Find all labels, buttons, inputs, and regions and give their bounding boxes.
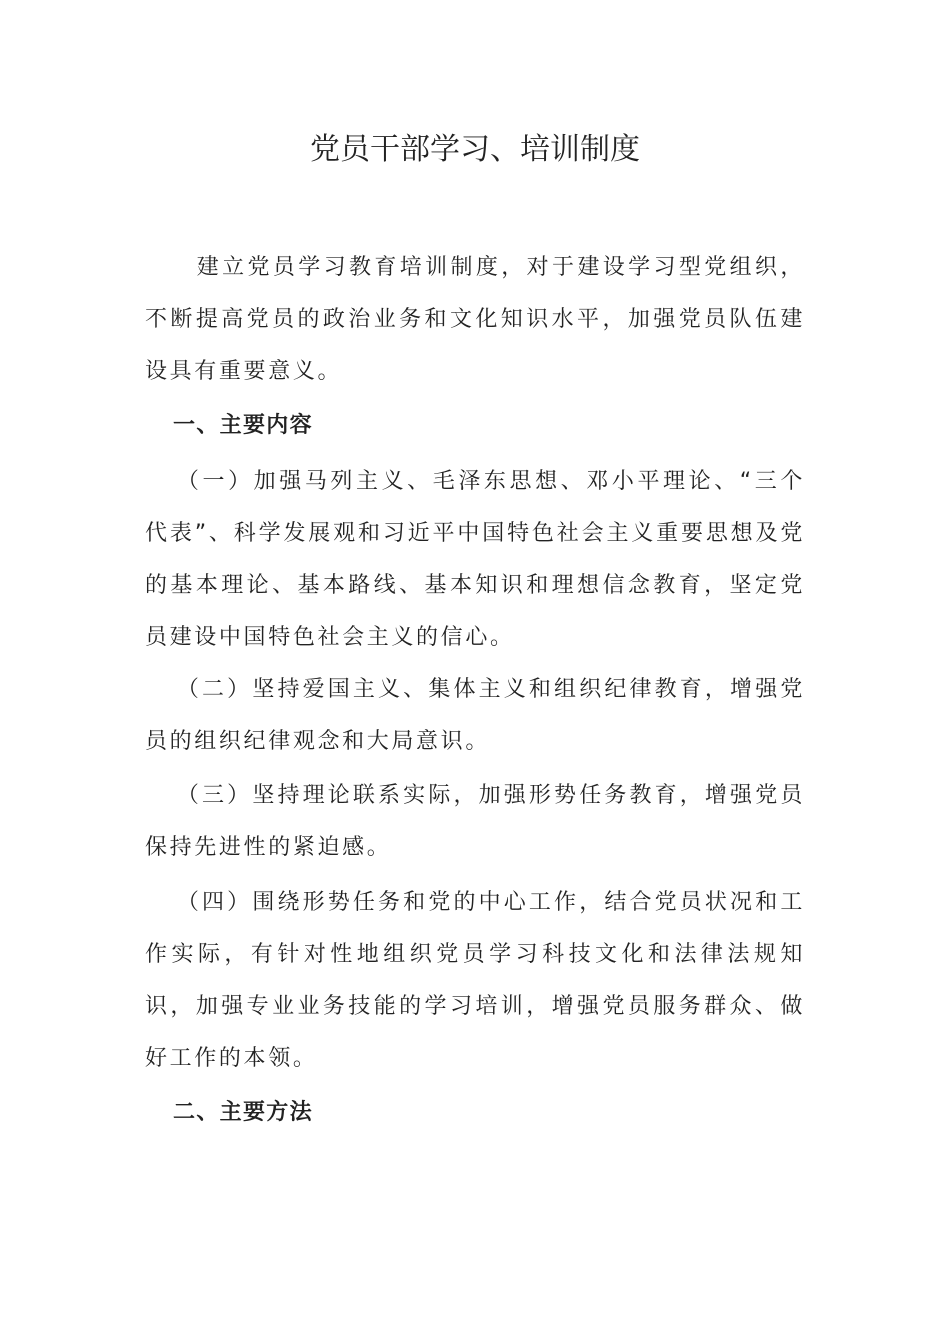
- content-item-3: （三）坚持理论联系实际，加强形势任务教育，增强党员保持先进性的紧迫感。: [145, 783, 805, 860]
- section-heading-main-content: 一、主要内容: [173, 413, 313, 438]
- section-heading-main-methods: 二、主要方法: [173, 1100, 313, 1125]
- intro-paragraph: 建立党员学习教育培训制度，对于建设学习型党组织，不断提高党员的政治业务和文化知识水平，加强党员队伍建设具有重要意义。: [145, 255, 805, 384]
- content-item-2: （二）坚持爱国主义、集体主义和组织纪律教育，增强党员的组织纪律观念和大局意识。: [145, 677, 805, 754]
- content-item-4: （四）围绕形势任务和党的中心工作，结合党员状况和工作实际，有针对性地组织党员学习科技文化和法律法规知识，加强专业业务技能的学习培训，增强党员服务群众、做好工作的本领。: [145, 890, 805, 1071]
- content-item-1: （一）加强马列主义、毛泽东思想、邓小平理论、“三个代表”、科学发展观和习近平中国特色社会主义重要思想及党的基本理论、基本路线、基本知识和理想信念教育，坚定党员建设中国特色社会主义的信心。: [145, 469, 805, 650]
- document-title: 党员干部学习、培训制度: [310, 132, 640, 167]
